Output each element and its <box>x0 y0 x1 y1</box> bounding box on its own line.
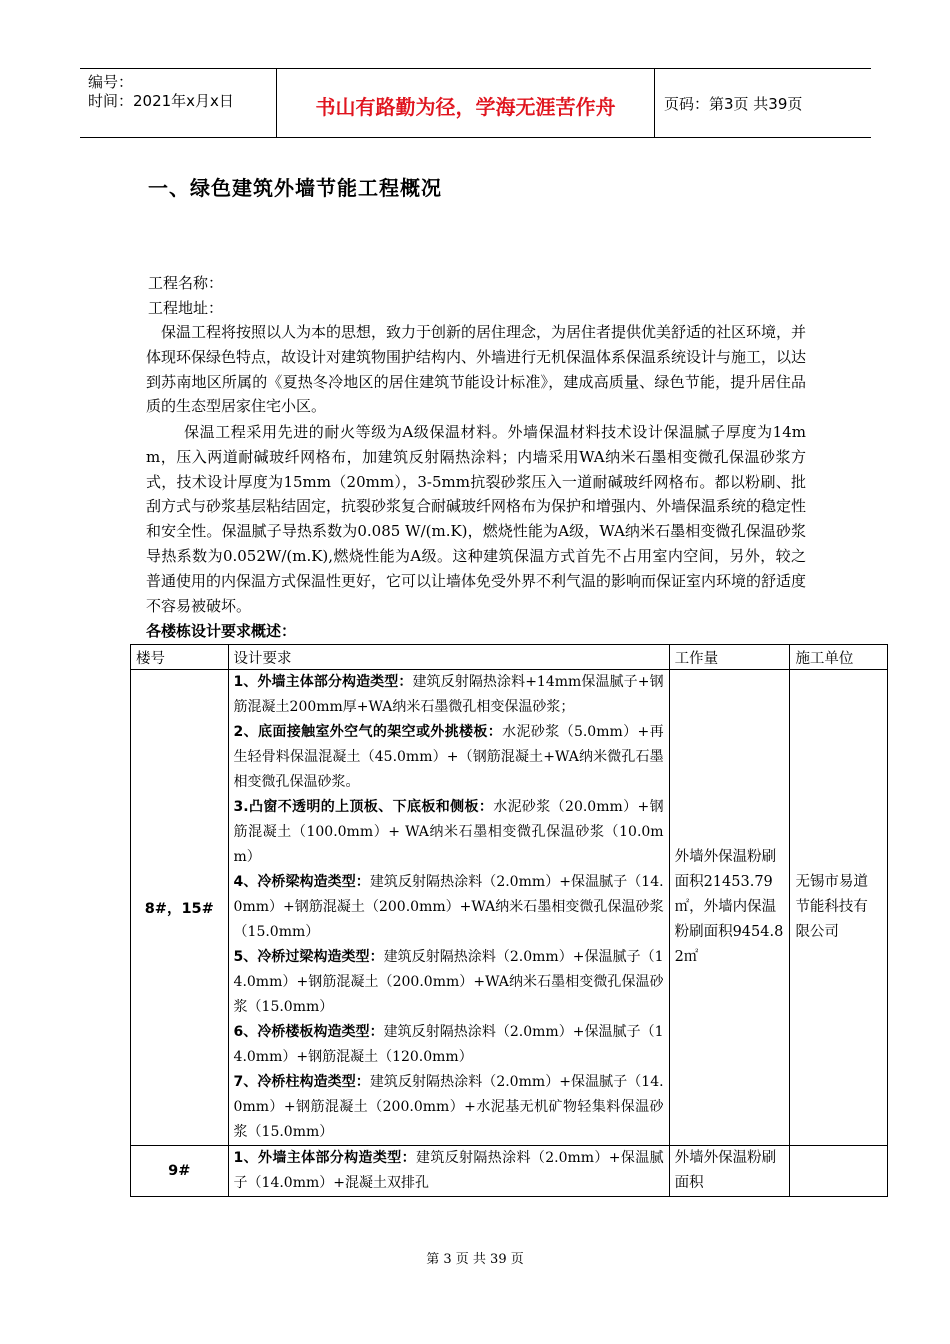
requirement-item <box>234 1020 664 1070</box>
requirement-item <box>234 1146 664 1196</box>
page-header <box>80 68 871 138</box>
header-number-label: 编号： <box>88 73 134 91</box>
requirement-body: 建筑反射隔热涂料（2.0mm）+保温腻子（14.0mm）+钢筋混凝土（200.0mm）+水泥基无机矿物轻集料保温砂浆（15.0mm） <box>233 1074 664 1140</box>
design-summary-title: 各楼栋设计要求概述： <box>146 622 297 640</box>
requirement-body: 建筑反射隔热涂料（2.0mm）+保温腻子（14.0mm）+钢筋混凝土（200.0mm）+WA纳米石墨相变微孔保温砂浆（15.0mm） <box>233 874 664 940</box>
section-heading: 一、绿色建筑外墙节能工程概况 <box>148 176 442 200</box>
building-number: 9# <box>131 1146 229 1197</box>
intro-paragraph: 保温工程将按照以人为本的思想，致力于创新的居住理念，为居住者提供优美舒适的社区环境，并体现环保绿色特点，故设计对建筑物围护结构内、外墙进行无机保温体系保温系统设计与施工，以达到苏南地区所属的《夏热冬冷地区的居住建筑节能设计标准》，建成高质量、绿色节能，提升居住品质的生态型居家住宅小区。 <box>146 323 807 416</box>
requirement-item <box>234 870 664 945</box>
requirement-body: 水泥砂浆（20.0mm）+钢筋混凝土（100.0mm）+ WA纳米石墨相变微孔保温砂浆（10.0mm） <box>233 799 664 865</box>
contractor-cell: 无锡市易道节能科技有限公司 <box>790 670 888 1146</box>
header-requirements: 设计要求 <box>228 645 669 670</box>
building-number: 8#，15# <box>131 670 229 1146</box>
header-building: 楼号 <box>131 645 229 670</box>
header-page-info: 页码：第3页 共39页 <box>664 95 803 113</box>
requirement-head: 1、外墙主体部分构造类型： <box>233 674 413 690</box>
requirement-head: 5、冷桥过梁构造类型： <box>233 949 384 965</box>
requirement-body: 建筑反射隔热涂料+14mm保温腻子+钢筋混凝土200mm厚+WA纳米石墨微孔相变保温砂浆； <box>233 674 664 715</box>
contractor-cell <box>790 1146 888 1197</box>
requirement-head: 4、冷桥梁构造类型： <box>233 874 370 890</box>
requirement-body: 建筑反射隔热涂料（2.0mm）+保温腻子（14.0mm）+混凝土双排孔 <box>233 1150 664 1191</box>
header-workload: 工作量 <box>669 645 790 670</box>
requirement-body: 建筑反射隔热涂料（2.0mm）+保温腻子（14.0mm）+钢筋混凝土（200.0mm）+WA纳米石墨相变微孔保温砂浆（15.0mm） <box>233 949 664 1015</box>
header-meta <box>88 73 234 111</box>
project-address-label: 工程地址： <box>148 299 224 317</box>
requirement-head: 1、外墙主体部分构造类型： <box>233 1150 416 1166</box>
requirement-head: 6、冷桥楼板构造类型： <box>233 1024 384 1040</box>
requirement-head: 7、冷桥柱构造类型： <box>233 1074 370 1090</box>
requirement-body: 建筑反射隔热涂料（2.0mm）+保温腻子（14.0mm）+钢筋混凝土（120.0mm） <box>233 1024 664 1065</box>
requirement-head: 2、底面接触室外空气的架空或外挑楼板： <box>233 724 503 740</box>
workload-cell: 外墙外保温粉刷面积21453.79㎡，外墙内保温粉刷面积9454.82㎡ <box>669 670 790 1146</box>
workload-cell: 外墙外保温粉刷面积 <box>669 1146 790 1197</box>
table-row <box>131 670 888 1146</box>
header-motto: 书山有路勤为径，学海无涯苦作舟 <box>315 95 616 119</box>
requirement-item <box>234 1070 664 1145</box>
requirement-item <box>234 670 664 720</box>
requirement-item <box>234 720 664 795</box>
requirement-item <box>234 795 664 870</box>
requirement-item <box>234 945 664 1020</box>
header-time-label: 时间：2021年x月x日 <box>88 92 234 110</box>
design-requirements-table <box>130 644 888 1197</box>
header-contractor: 施工单位 <box>790 645 888 670</box>
requirement-body: 水泥砂浆（5.0mm）+再生轻骨料保温混凝土（45.0mm）+（钢筋混凝土+WA纳米微孔石墨相变微孔保温砂浆。 <box>233 724 664 790</box>
requirement-head: 3.凸窗不透明的上顶板、下底板和侧板： <box>233 799 494 815</box>
table-row <box>131 1146 888 1197</box>
material-paragraph: 保温工程采用先进的耐火等级为A级保温材料。外墙保温材料技术设计保温腻子厚度为14mm，压入两道耐碱玻纤网格布，加建筑反射隔热涂料；内墙采用WA纳米石墨相变微孔保温砂浆方式，技术设计厚度为15mm（20mm），3-5mm抗裂砂浆压入一道耐碱玻纤网格布。都以粉刷、批刮方式与砂浆基层粘结固定，抗裂砂浆复合耐碱玻纤网格布为保护和增强内、外墙保温系统的稳定性和安全性。保温腻子导热系数为0.085 W/(m.K)，燃烧性能为A级，WA纳米石墨相变微孔保温砂浆导热系数为0.052W/(m.K),燃烧性能为A级。这种建筑保温方式首先不占用室内空间，另外，较之普通使用的内保温方式保温性更好，它可以让墙体免受外界不利气温的影响而保证室内环境的舒适度不容易被破坏。 <box>146 423 807 615</box>
requirements-cell <box>228 1146 669 1197</box>
page-footer: 第 3 页 共 39 页 <box>426 1252 524 1267</box>
header-divider <box>654 69 655 137</box>
table-header-row <box>131 645 888 670</box>
project-name-label: 工程名称： <box>148 274 224 292</box>
requirements-cell <box>228 670 669 1146</box>
